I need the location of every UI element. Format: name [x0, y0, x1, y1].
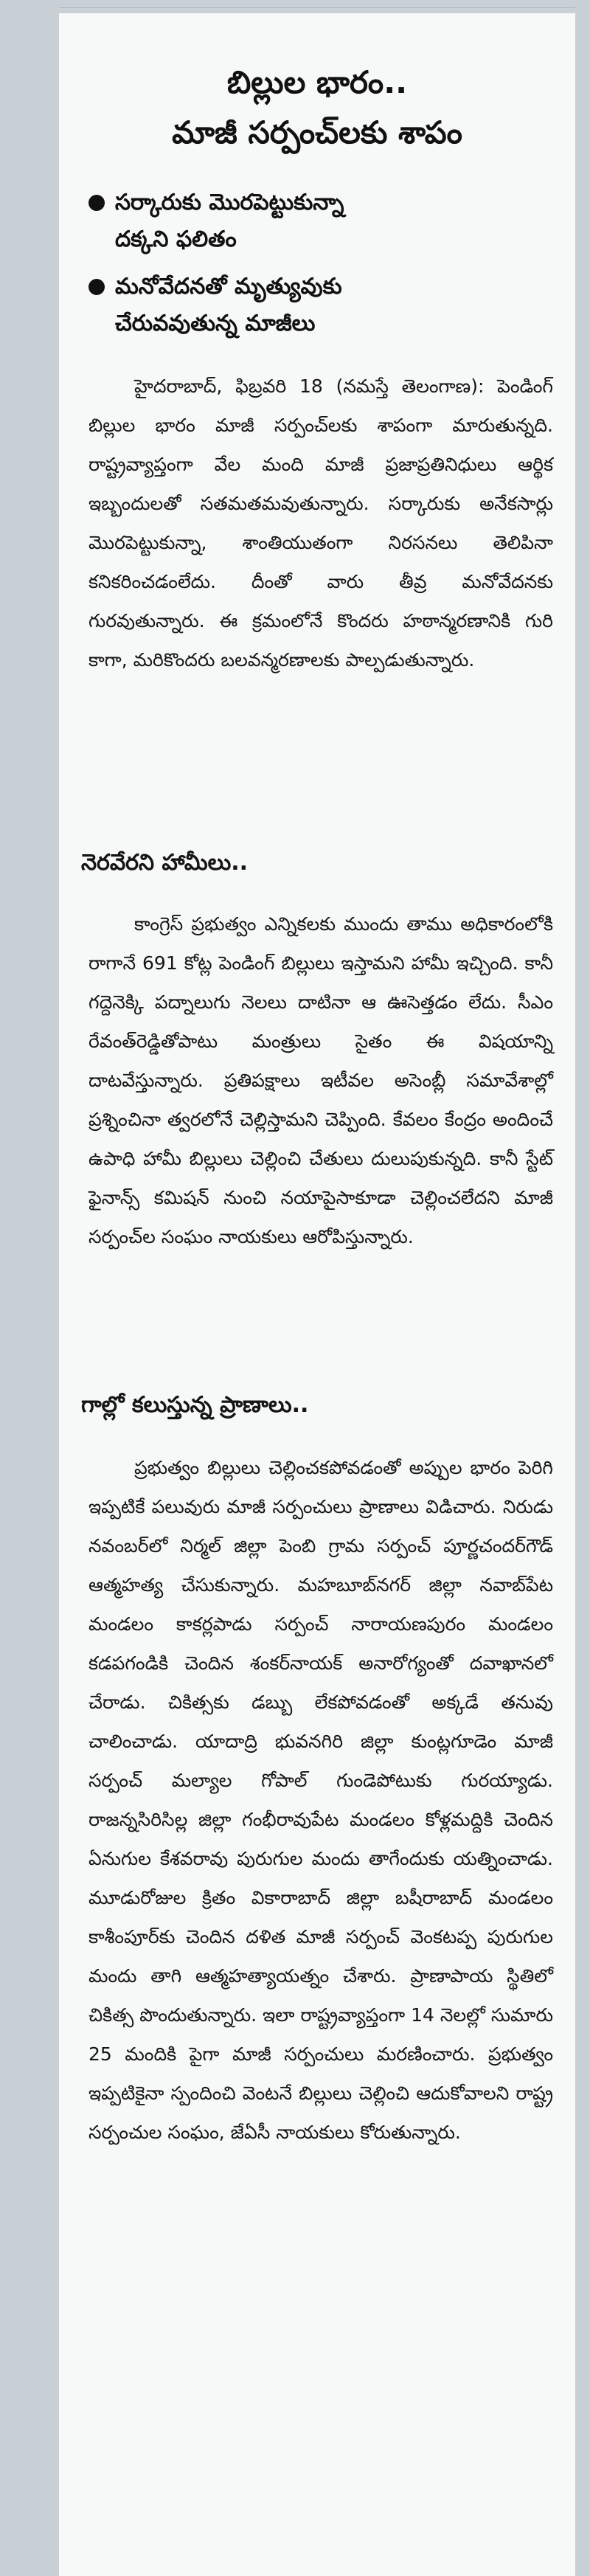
section-heading-2: గాల్లో కలుస్తున్న ప్రాణాలు.. — [81, 1392, 309, 1418]
subhead-1 — [88, 184, 557, 258]
section-heading-1: నెరవేరని హామీలు.. — [81, 850, 249, 876]
section-2-text: ప్రభుత్వం బిల్లులు చెల్లించకపోవడంతో అప్పుల భారం పెరిగి ఇప్పటికే పలువురు మాజీ సర్పంచులు ప్రాణాలు విడిచారు. నిరుడు నవంబర్‌లో నిర్మల్ జిల్లా పెంబి గ్రామ సర్పంచ్ పూర్ణచందర్‌గౌడ్ ఆత్మహత్య చేసుకున్నారు. మహబూబ్‌నగర్ జిల్లా నవాబ్‌పేట మండలం కాకర్లపాడు సర్పంచ్ నారాయణపురం మండలం కడపగండికి చెందిన శంకర్‌నాయక్ అనారోగ్యంతో దవాఖానలో చేరాడు. చికిత్సకు డబ్బు లేకపోవడంతో అక్కడే తనువు చాలించాడు. యాదాద్రి భువనగిరి జిల్లా కుంట్లగూడెం మాజీ సర్పంచ్ మల్యాల గోపాల్ గుండెపోటుకు గురయ్యాడు. రాజన్నసిరిసిల్ల జిల్లా గంభీరావుపేట మండలం కోళ్లమద్దికి చెందిన ఏనుగుల కేశవరావు పురుగుల మందు తాగేందుకు యత్నించాడు. మూడురోజుల క్రితం వికారాబాద్ జిల్లా బషీరాబాద్ మండలం కాశీంపూర్‌కు చెందిన దళిత మాజీ సర్పంచ్ వెంకటప్ప పురుగుల మందు తాగి ఆత్మహత్యాయత్నం చేశారు. ప్రాణాపాయ స్థితిలో చికిత్స పొందుతున్నారు. ఇలా రాష్ట్రవ్యాప్తంగా 14 నెలల్లో సుమారు 25 మందికి పైగా మాజీ సర్పంచులు మరణించారు. ప్రభుత్వం ఇప్పటికైనా స్పందించి వెంటనే బిల్లులు చెల్లించి ఆదుకోవాలని రాష్ట్ర సర్పంచుల సంఘం, జేఏసీ నాయకులు కోరుతున్నారు. — [88, 1457, 553, 2143]
subhead-2 — [88, 269, 557, 342]
lead-paragraph — [88, 367, 553, 679]
section-1-text: కాంగ్రెస్ ప్రభుత్వం ఎన్నికలకు ముందు తాము అధికారంలోకి రాగానే 691 కోట్ల పెండింగ్ బిల్లులు ఇస్తామని హామీ ఇచ్చింది. కానీ గద్దెనెక్కి పద్నాలుగు నెలలు దాటినా ఆ ఊసెత్తడం లేదు. సీఎం రేవంత్‌రెడ్డితోపాటు మంత్రులు సైతం ఈ విషయాన్ని దాటవేస్తున్నారు. ప్రతిపక్షాలు ఇటీవల అసెంబ్లీ సమావేశాల్లో ప్రశ్నించినా త్వరలోనే చెల్లిస్తామని చెప్పింది. కేవలం కేంద్రం అందించే ఉపాధి హామీ బిల్లులు చెల్లించి చేతులు దులుపుకున్నది. కానీ స్టేట్ ఫైనాన్స్ కమిషన్ నుంచి నయాపైసాకూడా చెల్లించలేదని మాజీ సర్పంచ్‌ల సంఘం నాయకులు ఆరోపిస్తున్నారు. — [88, 913, 553, 1247]
bullet-icon — [88, 195, 105, 211]
subhead-1-text: సర్కారుకు మొరపెట్టుకున్నా దక్కని ఫలితం — [115, 190, 344, 252]
top-rule — [59, 0, 575, 8]
section-1-body — [88, 904, 553, 1256]
lead-text: హైదరాబాద్, ఫిబ్రవరి 18 (నమస్తే తెలంగాణ): పెండింగ్ బిల్లుల భారం మాజీ సర్పంచ్‌లకు శాపంగా మారుతున్నది. రాష్ట్రవ్యాప్తంగా వేల మంది మాజీ ప్రజాప్రతినిధులు ఆర్థిక ఇబ్బందులతో సతమతమవుతున్నారు. సర్కారుకు అనేకసార్లు మొరపెట్టుకున్నా, శాంతియుతంగా నిరసనలు తెలిపినా కనికరించడంలేదు. దీంతో వారు తీవ్ర మనోవేదనకు గురవుతున్నారు. ఈ క్రమంలోనే కొందరు హఠాన్మరణానికి గురి కాగా, మరికొందరు బలవన్మరణాలకు పాల్పడుతున్నారు. — [88, 375, 553, 671]
headline: బిల్లుల భారం.. మాజీ సర్పంచ్‌లకు శాపం — [172, 64, 462, 150]
subheads — [88, 184, 557, 353]
subhead-2-text: మనోవేదనతో మృత్యువుకు చేరువవుతున్న మాజీలు — [115, 274, 342, 336]
bullet-icon — [88, 279, 105, 295]
section-2-body — [88, 1448, 553, 2152]
